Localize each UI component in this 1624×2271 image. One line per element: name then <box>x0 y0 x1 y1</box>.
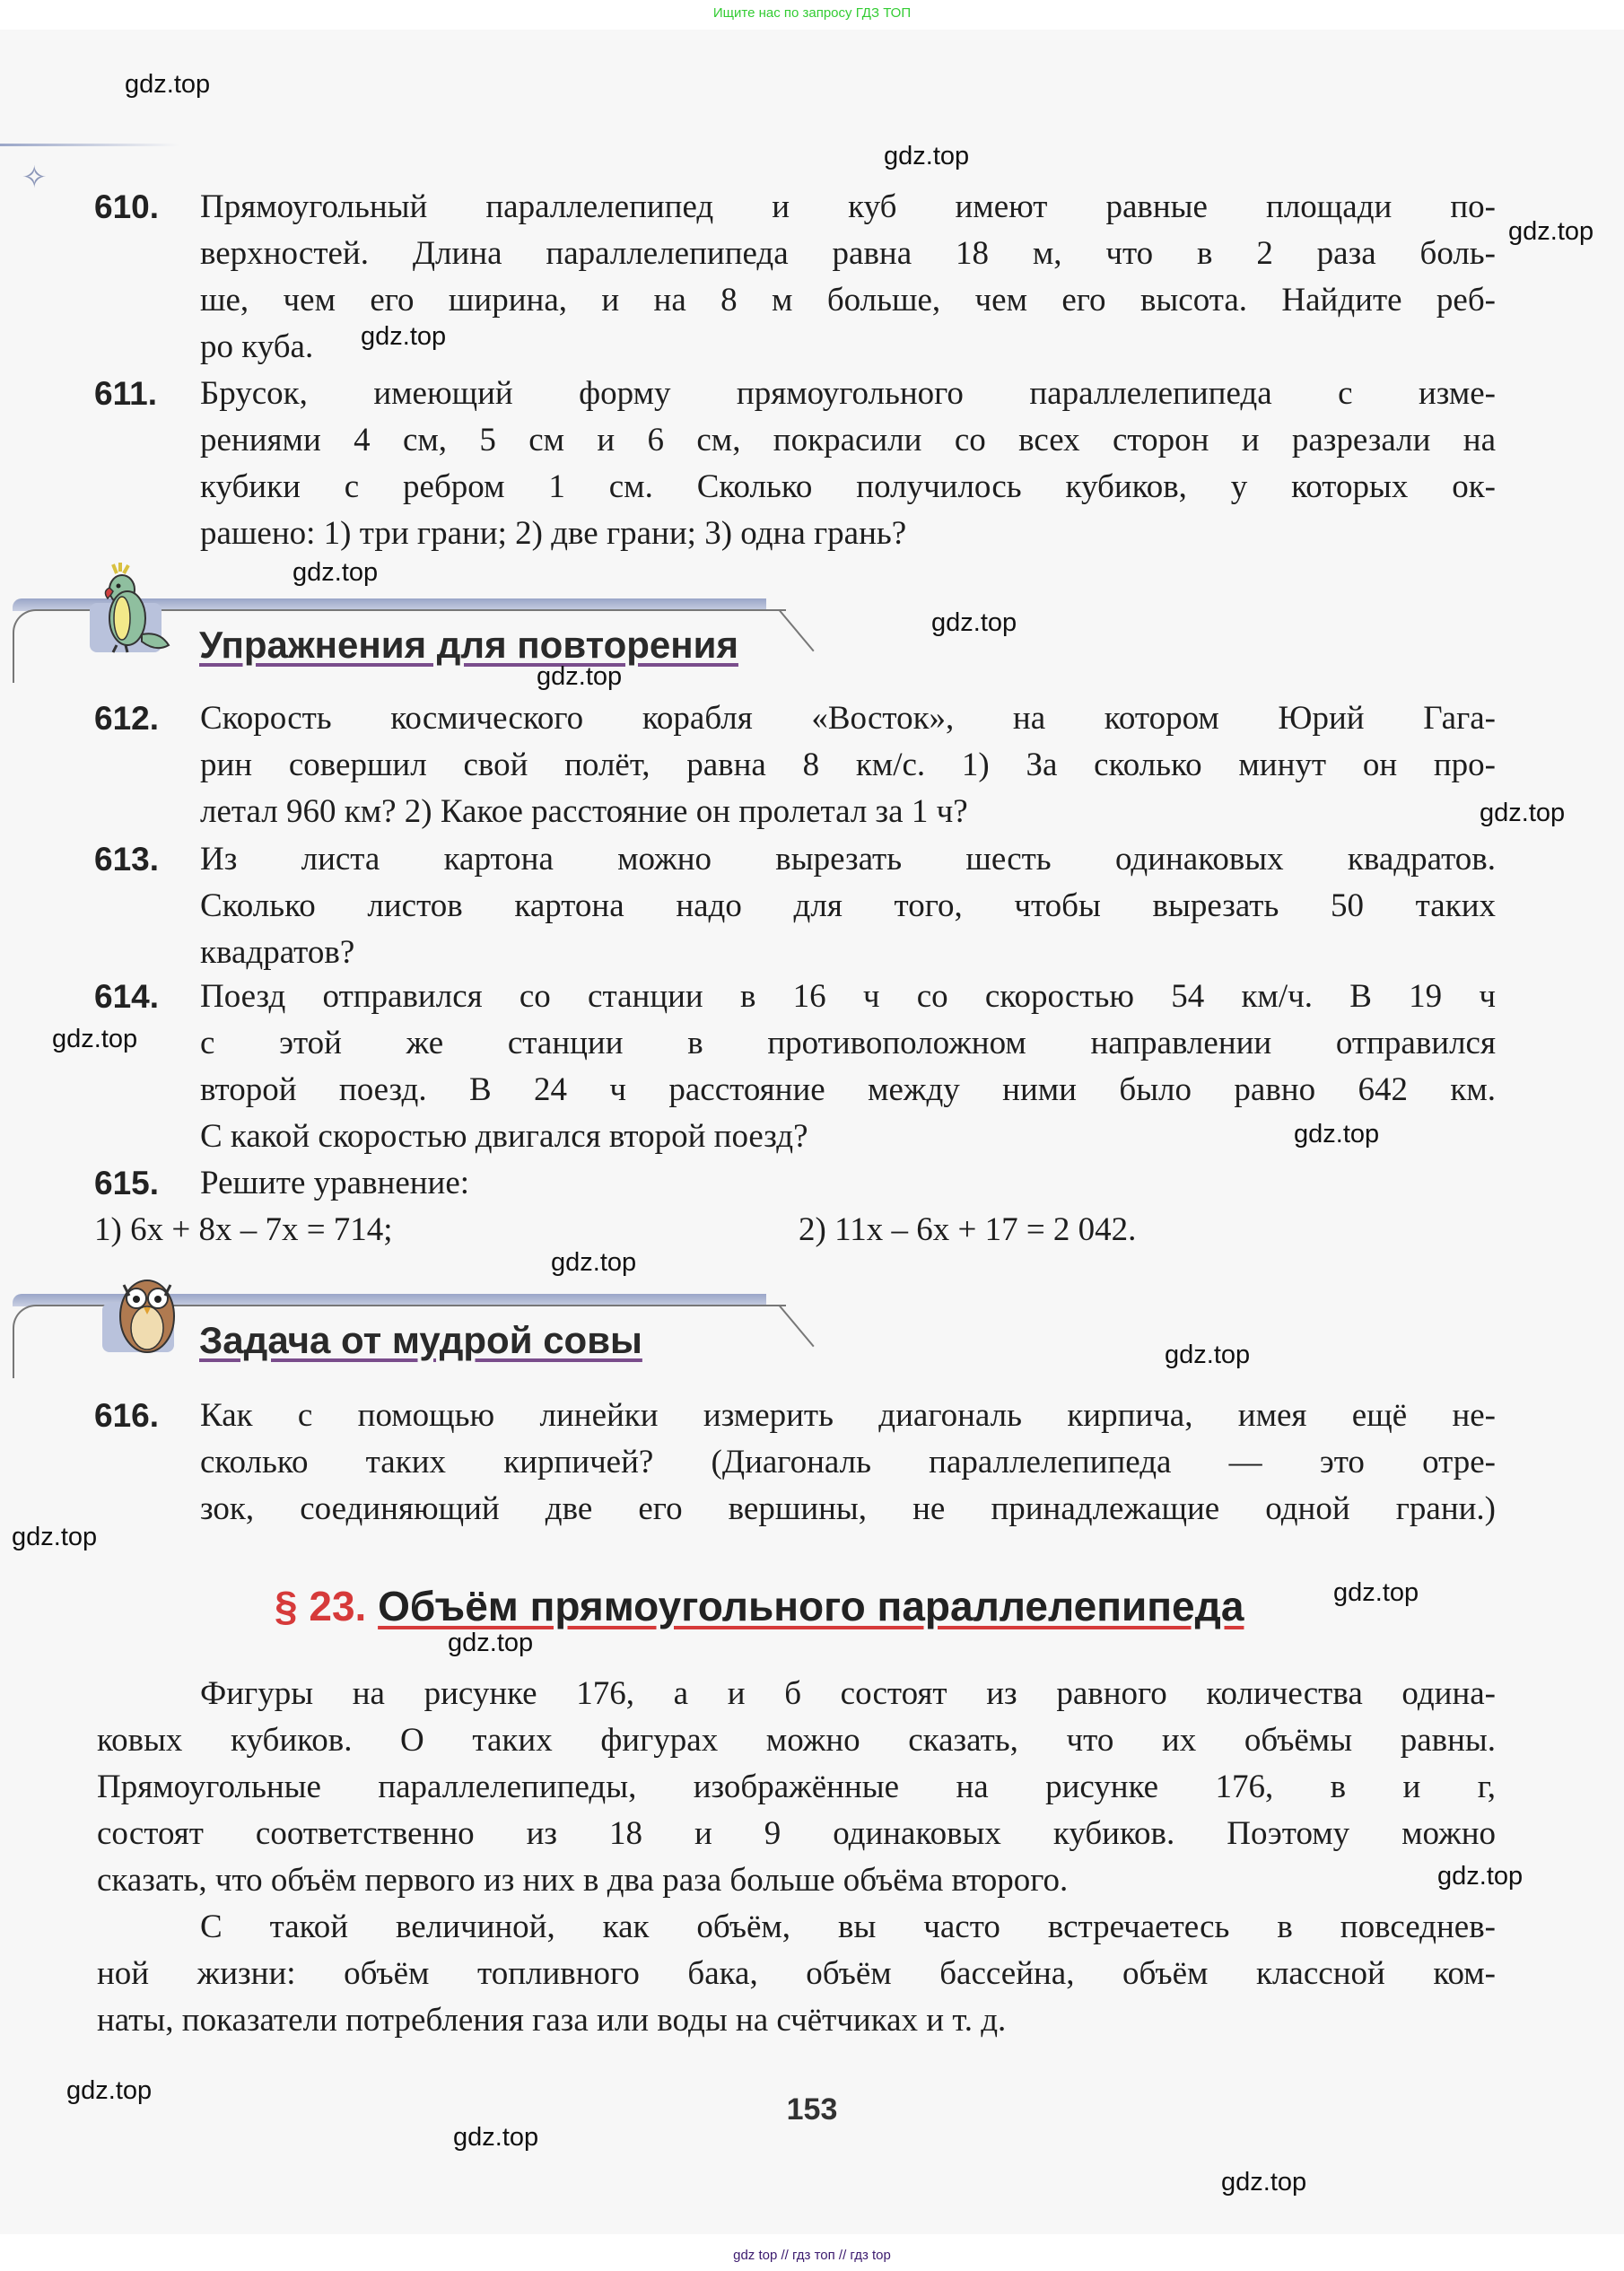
watermark: gdz.top <box>1480 799 1566 827</box>
problem-text-line: Сколько листов картона надо для того, чтобы вырезать 50 таких <box>200 887 1496 924</box>
watermark: gdz.top <box>1165 1341 1251 1369</box>
parrot-icon <box>90 563 179 661</box>
problem-text-line: Как с помощью линейки измерить диагональ кирпича, имея ещё не- <box>200 1397 1496 1434</box>
problem-number: 616. <box>94 1397 160 1434</box>
problem-text-line: ше, чем его ширина, и на 8 м больше, чем его высота. Найдите реб- <box>200 282 1496 319</box>
body-line: состоят соответственно из 18 и 9 одинаковых кубиков. Поэтому можно <box>97 1815 1496 1852</box>
problem-613 <box>94 836 1496 976</box>
watermark: gdz.top <box>1333 1578 1419 1607</box>
section-header-review <box>13 598 820 670</box>
watermark: gdz.top <box>52 1025 138 1053</box>
problem-text-line: Решите уравнение: <box>200 1165 470 1201</box>
problem-text-line: С какой скоростью двигался второй поезд? <box>200 1118 808 1155</box>
problem-number: 615. <box>94 1165 160 1201</box>
problem-text-line: зок, соединяющий две его вершины, не принадлежащие одной грани.) <box>200 1490 1496 1527</box>
paragraph-heading <box>275 1582 1244 1630</box>
problem-610 <box>94 184 1496 371</box>
watermark: gdz.top <box>551 1248 637 1277</box>
problem-text-line: рениями 4 см, 5 см и 6 см, покрасили со всех сторон и разрезали на <box>200 422 1496 459</box>
watermark: gdz.top <box>1294 1120 1380 1149</box>
watermark: gdz.top <box>453 2123 539 2152</box>
problem-text-line: с этой же станции в противоположном направлении отправился <box>200 1025 1496 1061</box>
problem-text-line: рашено: 1) три грани; 2) две грани; 3) одна грань? <box>200 515 907 552</box>
watermark: gdz.top <box>931 608 1017 637</box>
owl-icon <box>102 1267 192 1357</box>
watermark: gdz.top <box>66 2076 153 2105</box>
watermark: gdz.top <box>884 142 970 170</box>
problem-text-line: Брусок, имеющий форму прямоугольного параллелепипеда с изме- <box>200 375 1496 412</box>
problem-text-line: Прямоугольный параллелепипед и куб имеют равные площади по- <box>200 188 1496 225</box>
watermark: gdz.top <box>1508 217 1594 246</box>
equation-1: 1) 6x + 8x – 7x = 714; <box>94 1211 393 1248</box>
problem-text-line: ро куба. <box>200 328 314 365</box>
problem-number: 613. <box>94 841 160 878</box>
watermark: gdz.top <box>12 1523 98 1551</box>
watermark: gdz.top <box>361 322 447 351</box>
equation-2: 2) 11x – 6x + 17 = 2 042. <box>799 1211 1137 1248</box>
section-title-owl: Задача от мудрой совы <box>199 1319 642 1361</box>
problem-text-line: Поезд отправился со станции в 16 ч со скоростью 54 км/ч. В 19 ч <box>200 978 1496 1015</box>
problem-text-line: Из листа картона можно вырезать шесть одинаковых квадратов. <box>200 841 1496 878</box>
problem-text-line: верхностей. Длина параллелепипеда равна 18 м, что в 2 раза боль- <box>200 235 1496 272</box>
body-text <box>97 1671 1496 2044</box>
watermark: gdz.top <box>1437 1862 1524 1891</box>
problem-text-line: второй поезд. В 24 ч расстояние между ними было равно 642 км. <box>200 1071 1496 1108</box>
body-line: ной жизни: объём топливного бака, объём бассейна, объём классной ком- <box>97 1955 1496 1992</box>
watermark: gdz.top <box>292 558 379 587</box>
bottom-banner-text: gdz top // гдз топ // гдз top <box>733 2248 891 2263</box>
watermark: gdz.top <box>448 1629 534 1657</box>
problem-number: 612. <box>94 700 160 737</box>
problem-text-line: Скорость космического корабля «Восток», на котором Юрий Гага- <box>200 700 1496 737</box>
paragraph-number: § 23. <box>275 1583 367 1629</box>
body-line: Фигуры на рисунке 176, а и б состоят из равного количества одина- <box>200 1675 1496 1712</box>
body-line: ковых кубиков. О таких фигурах можно сказать, что их объёмы равны. <box>97 1722 1496 1759</box>
problem-number: 611. <box>94 375 157 412</box>
problem-text-line: летал 960 км? 2) Какое расстояние он пролетал за 1 ч? <box>200 793 968 830</box>
body-line: сказать, что объём первого из них в два раза больше объёма второго. <box>97 1862 1069 1899</box>
problem-611 <box>94 371 1496 557</box>
body-line: С такой величиной, как объём, вы часто встречаетесь в повседнев- <box>200 1909 1496 1945</box>
decorative-line <box>0 144 179 146</box>
problem-615 <box>94 1160 1496 1248</box>
watermark: gdz.top <box>537 662 623 691</box>
star-icon: ✧ <box>22 162 48 195</box>
top-banner-text: Ищите нас по запросу ГДЗ ТОП <box>712 5 912 21</box>
problem-614 <box>94 974 1496 1160</box>
body-line: Прямоугольные параллелепипеды, изображённые на рисунке 176, в и г, <box>97 1769 1496 1805</box>
paragraph-title: Объём прямоугольного параллелепипеда <box>378 1583 1244 1629</box>
section-header-owl <box>13 1294 820 1366</box>
problem-text-line: кубики с ребром 1 см. Сколько получилось кубиков, у которых ок- <box>200 468 1496 505</box>
watermark: gdz.top <box>1221 2168 1307 2197</box>
problem-612 <box>94 695 1496 835</box>
body-line: наты, показатели потребления газа или воды на счётчиках и т. д. <box>97 2002 1007 2039</box>
page-number: 153 <box>786 2092 838 2127</box>
problem-number: 614. <box>94 978 160 1015</box>
watermark: gdz.top <box>125 70 211 99</box>
problem-text-line: квадратов? <box>200 934 355 971</box>
problem-text-line: рин совершил свой полёт, равна 8 км/с. 1) За сколько минут он про- <box>200 747 1496 783</box>
problem-616 <box>94 1393 1496 1533</box>
problem-text-line: сколько таких кирпичей? (Диагональ параллелепипеда — это отре- <box>200 1444 1496 1481</box>
section-title-review: Упражнения для повторения <box>199 624 738 666</box>
problem-number: 610. <box>94 188 160 225</box>
